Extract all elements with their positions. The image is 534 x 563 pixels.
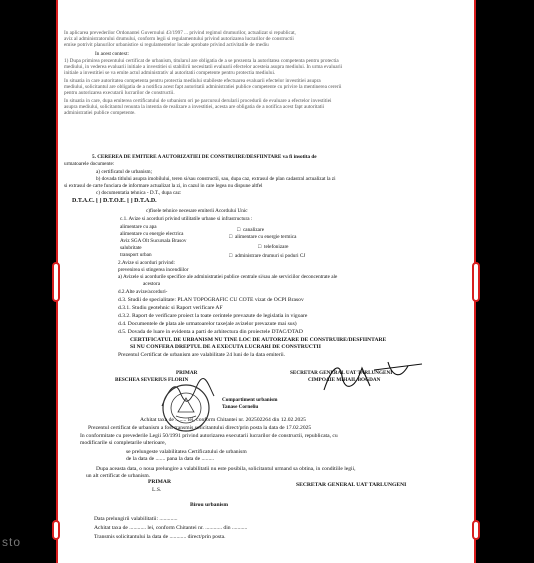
stamp-text: Tanase Corneliu (222, 404, 259, 410)
doc-line: d.4. Documentele de plata ale urmatoarelor taxe(ale avizelor prevazute mai sus) (118, 321, 297, 327)
dupa-line: Dupa aceasta data, o noua prelungire a valabilitatii nu este posibila, solicitantul urmand sa obtina, in conditiile legii, (96, 466, 356, 472)
avize-title: c.1. Avize si acorduri privind utilitatile urbane si infrastructura : (120, 216, 253, 222)
doc-line: emise potrivit planurilor urbanistice si regulamentelor locale aprobate privind activitatile de mediu (64, 42, 269, 48)
watermark: sto (2, 535, 22, 549)
doc-line: a) Avizele si acordurile specifice ale administratiei publice centrale si/sau ale serviciilor deconcentrate ale (118, 274, 338, 280)
birou-label: Birou urbanism (190, 502, 228, 508)
doc-line: initiale a investitiei se va emite actul administrativ al autoritatii competente pentru protectia mediului. (64, 70, 276, 76)
checkbox-icon: □ (237, 227, 241, 233)
aviz-right: administrare drumuri si poduri CJ (235, 253, 306, 259)
doc-line: In situatia in care, dupa emiterea certificatului de urbanism ori pe parcursul derularii procedurii de evaluare a efectelor investitiei (64, 98, 332, 104)
section-5-subtitle: urmatoarele documente: (64, 161, 115, 167)
footer-line: Achitat taxa de ............ lei, conform Chitantei nr. ............ din ........... (94, 525, 248, 531)
doc-line: 1) Dupa primirea prezentului certificat de urbanism, titularul are obligatia de a se prezenta la autoritatea competenta pentru protectia (64, 58, 339, 64)
secretary-title-2: SECRETAR GENERAL UAT TARLUNGENI (296, 482, 407, 488)
crop-handle-left[interactable] (52, 262, 60, 302)
doc-line: mediului, in vederea evaluarii initiale a investitiei si stabilirii necesitatii evaluarii efectelor acesteia asupra mediului. In urma evaluarii (64, 64, 343, 70)
fise-line: c)fisele tehnice necesare emiterii Acordului Unic (146, 208, 248, 214)
stamp-text: Compartiment urbanism (222, 397, 278, 403)
doc-line: aviz al administratorului drumului, conform legii si regulamentului privind autorizarea lucrarilor de constructii (64, 36, 294, 42)
aviz-left: transport urban (120, 252, 152, 258)
doc-line: In situatia in care autoritatea competenta pentru protectia mediului stabileste efectuarea evaluarii efectelor investitiei asupra (64, 78, 321, 84)
transmit-line: Prezentul certificat de urbanism a fost transmis solicitantului direct/prin posta la data de 17.02.2025 (88, 425, 312, 431)
conform-line: In conformitate cu prevederile Legii 50/1991 privind autorizarea executarii lucrarilor de constructii, republicata, cu (80, 433, 338, 439)
doc-line: 2.Avize si acorduri privind: (118, 260, 175, 266)
section-5-item: a) certificatul de urbanism; (96, 169, 153, 175)
ls-label: L.S. (152, 487, 162, 493)
doc-line: asupra mediului, solicitantul renunta la intentia de realizare a investitiei, acesta are obligatia de a notifica acest fapt autoritatii (64, 104, 325, 110)
prelungire-line: se prelungeste valabilitatea Certificatului de urbanism (126, 449, 247, 455)
dupa-line: un alt certificat de urbanism. (86, 473, 151, 479)
doc-line: d.3.1. Studiu geotehnic si Raport verificare AF (118, 305, 223, 311)
doc-line: In acest context: (95, 51, 129, 57)
section-5-item: si extrasul de carte funciara de informare actualizat la zi, in cazul in care legea nu dispune altfel (64, 183, 263, 189)
aviz-left: alimentare cu energie electrica (120, 231, 184, 237)
mayor-title-2: PRIMAR (148, 479, 171, 485)
notice-line: CERTIFICATUL DE URBANISM NU TINE LOC DE AUTORIZARE DE CONSTRUIRE/DESFIINTARE (130, 337, 387, 343)
section-5-item: c) documentatia tehnica - D.T., dupa caz: (96, 190, 182, 196)
aviz-left: alimentare cu apa (120, 224, 157, 230)
mayor-title: PRIMAR (176, 370, 198, 376)
aviz-left: salubritate (120, 245, 142, 251)
aviz-right: canalizare (243, 227, 265, 233)
conform-line: modificarile si completarile ulterioare, (80, 440, 167, 446)
doc-line: acestora (143, 281, 160, 287)
doc-line: pentru autorizarea executarii lucrarilor de constructii. (64, 90, 175, 96)
secretary-signature (318, 356, 428, 396)
section-5-item: b) dovada titlului asupra imobilului, teren si/sau constructii, sau, dupa caz, extrasul de plan cadastral actualizat la zi (96, 176, 336, 182)
doc-line: mediului, solicitantul are obligatia de a notifica acest fapt autoritatii administratiei publice competente cu privire la mentinerea cererii (64, 84, 342, 90)
secretary-name: CIMPOAIE MIHAIL BOGDAN (308, 377, 381, 383)
notice-line: SI NU CONFERA DREPTUL DE A EXECUTA LUCRARI DE CONSTRUCTII (130, 344, 321, 350)
doc-line: d.3.2. Raport de verificare proiect la toate cerintele prevazute de legislatia in vigoare (118, 313, 308, 319)
doc-line: prevenirea si stingerea incendiilor (118, 267, 189, 273)
doc-line: d.2.Alte avize/acorduri- (118, 289, 168, 295)
crop-handle-left-bottom[interactable] (52, 520, 60, 540)
aviz-right: alimentare cu energie termica (235, 234, 297, 240)
doc-line: d.5. Dovada de luare in evidenta a parti de arhitectura din proiectele DTAC/DTAD (118, 329, 303, 335)
secretary-title: SECRETAR GENERAL UAT TARLUNGENI (290, 370, 393, 376)
checkbox-icon: □ (258, 244, 262, 250)
checkbox-icon: □ (229, 234, 233, 240)
footer-line: Transmis solicitantului la data de ............ direct/prin posta. (94, 534, 226, 540)
tax-line: Achitat taxa de ........ lei, conform Chitantei nr. 202502264 din 12.02.2025 (140, 417, 306, 423)
doc-line: administratiei publice competente. (64, 110, 136, 116)
validity-line: Prezentul Certificat de urbanism are valabilitate 24 luni de la data emiterii. (118, 352, 286, 358)
footer-line: Data prelungirii valabilitatii: ............. (94, 516, 178, 522)
dtac-line: D.T.A.C. [ ] D.T.O.E. [ ] D.T.A.D. (72, 198, 157, 204)
section-5-title: 5. CEREREA DE EMITERE A AUTORIZATIEI DE CONSTRUIRE/DESFIINTARE va fi insotita de (92, 154, 317, 160)
doc-line: d.3. Studii de specialitate: PLAN TOPOGRAFIC CU COTE vizat de OCPI Brasov (118, 297, 304, 303)
prelungire-line: de la data de ....... pana la data de ......... (126, 456, 215, 462)
aviz-right: telefonizare (264, 244, 289, 250)
mayor-name: BESCHEA SEVERIUS FLORIN (115, 377, 189, 383)
checkbox-icon: □ (229, 253, 233, 259)
aviz-left: Aviz SGA Olt Sucursala Brasov (120, 238, 187, 244)
doc-line: In aplicarea prevederilor Ordonantei Guvernului 43/1997 ... privind regimul drumurilor, actualizat si republicat, (64, 30, 296, 36)
